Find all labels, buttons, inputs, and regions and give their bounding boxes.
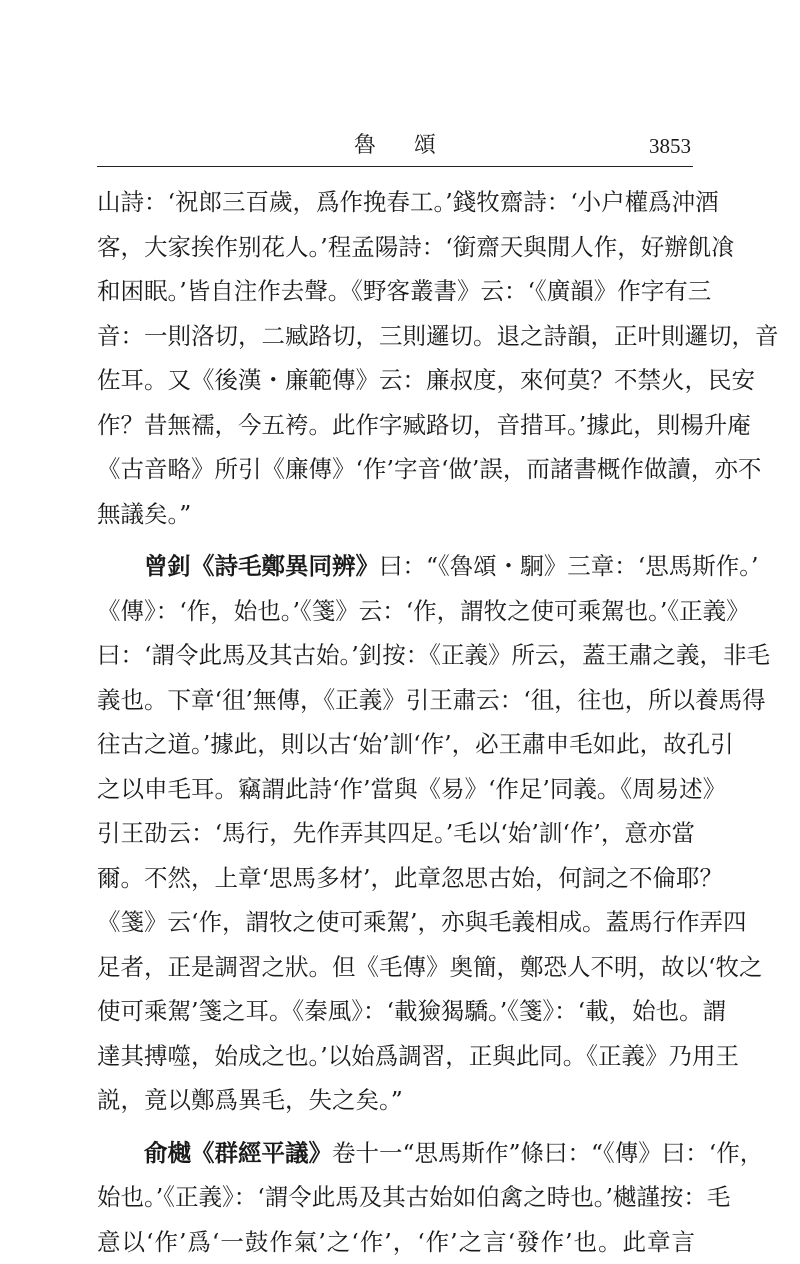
text-line: 和困眠。’皆自注作去聲。《野客叢書》云：‘《廣韻》作字有三 xyxy=(97,269,695,314)
text-line xyxy=(97,1131,695,1176)
text-line: 客，大家挨作别花人。’程孟陽詩：‘銜齋天與閒人作，好辦飢飡 xyxy=(97,225,695,270)
text-line: 使可乘駕’箋之耳。《秦風》：‘載獫猲驕。’《箋》：‘載，始也。謂 xyxy=(97,989,695,1034)
running-title: 魯頌 xyxy=(97,130,693,162)
paragraph-2 xyxy=(97,544,695,1123)
running-header xyxy=(97,130,693,166)
text-line: 《古音略》所引《廉傳》‘作’字音‘做’誤，而諸書概作做讀，亦不 xyxy=(97,447,695,492)
header-rule xyxy=(97,166,693,167)
text-line: 引王劭云：‘馬行，先作弄其四足。’毛以‘始’訓‘作’，意亦當 xyxy=(97,811,695,856)
text-line: 曰：‘謂令此馬及其古始。’釗按：《正義》所云，蓋王肅之義，非毛 xyxy=(97,633,695,678)
text-line: 之以申毛耳。竊謂此詩‘作’當與《易》‘作足’同義。《周易述》 xyxy=(97,767,695,812)
text-line xyxy=(97,544,695,589)
text-run: 曰：“《魯頌・駉》三章：‘思馬斯作。’ xyxy=(379,552,758,580)
text-line: 達其搏噬，始成之也。’以始爲調習，正與此同。《正義》乃用王 xyxy=(97,1034,695,1079)
paragraph-3 xyxy=(97,1131,695,1264)
text-line: 意以‘作’爲‘一鼓作氣’之‘作’，‘作’之言‘發作’也。此章言 xyxy=(97,1220,695,1264)
cited-author-work: 曾釗《詩毛鄭異同辨》 xyxy=(144,552,379,580)
text-line: 佐耳。又《後漢・廉範傳》云：廉叔度，來何莫？不禁火，民安 xyxy=(97,358,695,403)
text-line: 爾。不然，上章‘思馬多材’，此章忽思古始，何詞之不倫耶？ xyxy=(97,856,695,901)
text-line: 義也。下章‘徂’無傳，《正義》引王肅云：‘徂，往也，所以養馬得 xyxy=(97,678,695,723)
text-run: 卷十一“思馬斯作”條曰：“《傳》曰：‘作， xyxy=(332,1139,763,1167)
text-line: 説，竟以鄭爲異毛，失之矣。” xyxy=(97,1078,695,1123)
text-line: 始也。’《正義》：‘謂令此馬及其古始如伯禽之時也。’樾謹按：毛 xyxy=(97,1175,695,1220)
page-number: 3853 xyxy=(649,130,691,162)
paragraph-1 xyxy=(97,180,695,536)
text-line: 往古之道。’據此，則以古‘始’訓‘作’，必王肅申毛如此，故孔引 xyxy=(97,722,695,767)
text-line: 《傳》：‘作，始也。’《箋》云：‘作，謂牧之使可乘駕也。’《正義》 xyxy=(97,589,695,634)
text-line: 作？昔無襦，今五袴。此作字臧路切，音措耳。’據此，則楊升庵 xyxy=(97,403,695,448)
text-line: 《箋》云‘作，謂牧之使可乘駕’，亦與毛義相成。蓋馬行作弄四 xyxy=(97,900,695,945)
body-text xyxy=(97,180,695,1264)
cited-author-work: 俞樾《群經平議》 xyxy=(144,1139,332,1167)
text-line: 音：一則洛切，二臧路切，三則邏切。退之詩韻，正叶則邏切，音 xyxy=(97,314,695,359)
text-line: 無議矣。” xyxy=(97,492,695,537)
text-line: 山詩：‘祝郎三百歲，爲作挽春工。’錢牧齋詩：‘小户權爲沖酒 xyxy=(97,180,695,225)
text-line: 足者，正是調習之狀。但《毛傳》奥簡，鄭恐人不明，故以‘牧之 xyxy=(97,945,695,990)
